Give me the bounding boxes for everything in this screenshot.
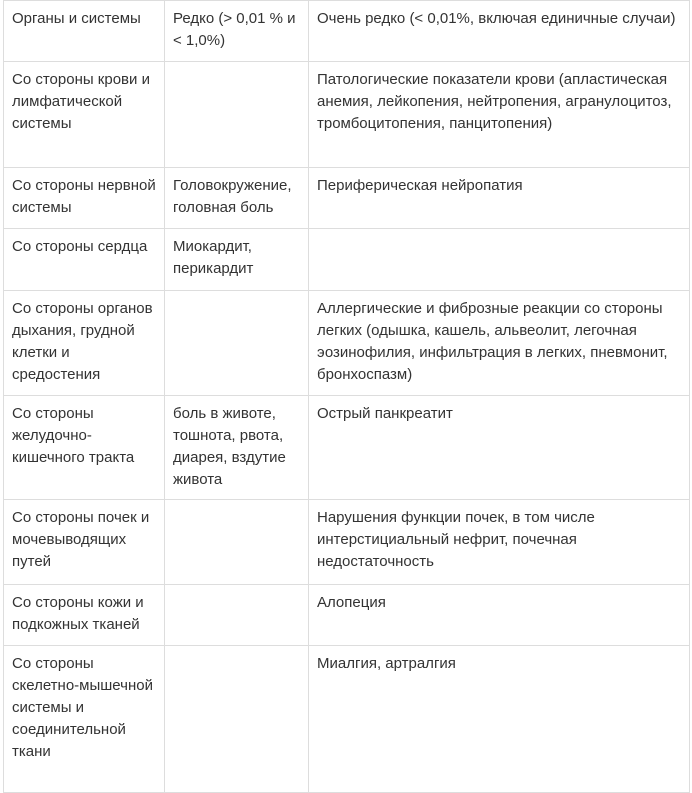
header-very-rare: Очень редко (< 0,01%, включая единичные случаи) [309,1,690,62]
cell-rare [165,62,309,168]
cell-very-rare: Алопеция [309,585,690,646]
cell-organ: Со стороны сердца [4,229,165,291]
cell-very-rare: Острый панкреатит [309,396,690,500]
cell-very-rare: Нарушения функции почек, в том числе интерстициальный нефрит, почечная недостаточность [309,500,690,585]
cell-organ: Со стороны нервной системы [4,168,165,229]
table-row [4,585,690,646]
table-row [4,62,690,168]
cell-very-rare: Миалгия, артралгия [309,646,690,793]
cell-rare [165,291,309,396]
table-header-row [4,1,690,62]
header-rare: Редко (> 0,01 % и < 1,0%) [165,1,309,62]
cell-rare: боль в животе, тошнота, рвота, диарея, вздутие живота [165,396,309,500]
cell-organ: Со стороны крови и лимфатической системы [4,62,165,168]
table-row [4,646,690,793]
cell-very-rare: Аллергические и фиброзные реакции со стороны легких (одышка, кашель, альвеолит, легочная эозинофилия, инфильтрация в легких, пневмонит, бронхоспазм) [309,291,690,396]
table-row [4,168,690,229]
cell-rare: Головокружение, головная боль [165,168,309,229]
cell-organ: Со стороны органов дыхания, грудной клетки и средостения [4,291,165,396]
cell-organ: Со стороны скелетно-мышечной системы и соединительной ткани [4,646,165,793]
cell-very-rare: Периферическая нейропатия [309,168,690,229]
cell-very-rare: Патологические показатели крови (апластическая анемия, лейкопения, нейтропения, агранулоцитоз, тромбоцитопения, панцитопения) [309,62,690,168]
table-row [4,396,690,500]
cell-very-rare [309,229,690,291]
cell-organ: Со стороны почек и мочевыводящих путей [4,500,165,585]
header-organs: Органы и системы [4,1,165,62]
cell-rare: Миокардит, перикардит [165,229,309,291]
table-row [4,291,690,396]
table-container [3,0,690,793]
cell-organ: Со стороны кожи и подкожных тканей [4,585,165,646]
cell-rare [165,500,309,585]
cell-organ: Со стороны желудочно-кишечного тракта [4,396,165,500]
table-row [4,229,690,291]
cell-rare [165,585,309,646]
table-row [4,500,690,585]
side-effects-table [3,0,690,793]
cell-rare [165,646,309,793]
